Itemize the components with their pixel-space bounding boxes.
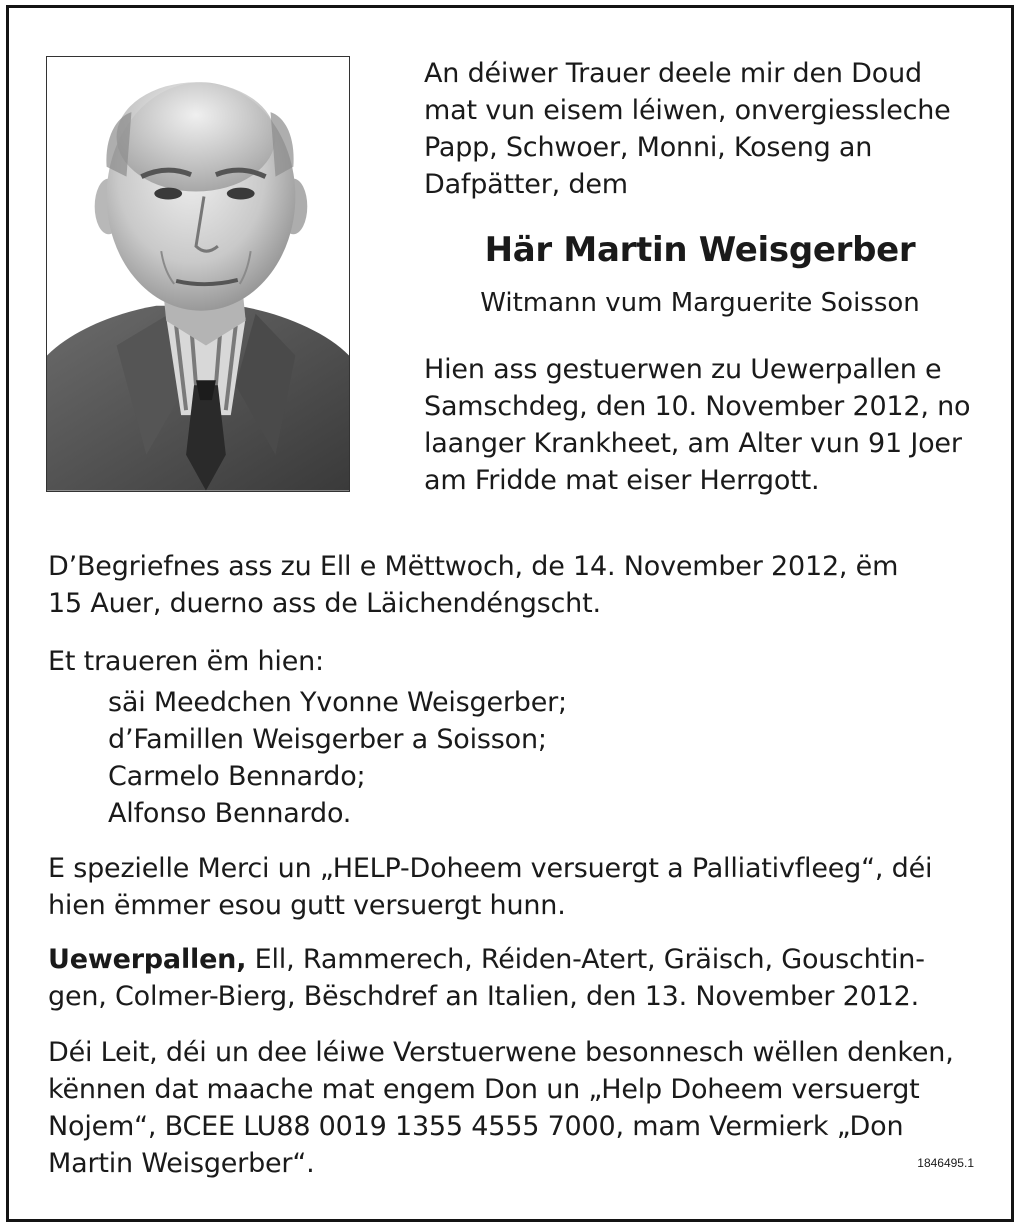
mourner-item: Alfonso Bennardo.: [108, 798, 352, 829]
place-name-bold: Uewerpallen,: [48, 944, 247, 975]
mourner-item: Carmelo Bennardo;: [108, 761, 366, 792]
thanks-paragraph: [48, 850, 972, 924]
mourner-item: säi Meedchen Yvonne Weisgerber;: [108, 687, 567, 718]
death-notice-line: laanger Krankheet, am Alter vun 91 Joer: [424, 428, 962, 459]
portrait-photo: [46, 56, 350, 492]
donation-line: Déi Leit, déi un dee léiwe Verstuerwene besonnesch wëllen denken,: [48, 1037, 954, 1068]
place-line-rest: Ell, Rammerech, Réiden-Atert, Gräisch, Gouschtin-: [246, 944, 925, 975]
thanks-line: E spezielle Merci un „HELP-Doheem versuergt a Palliativfleeg“, déi: [48, 853, 933, 884]
intro-paragraph: [424, 55, 972, 203]
funeral-line: D’Begriefnes ass zu Ell e Mëttwoch, de 14. November 2012, ëm: [48, 551, 899, 582]
donation-line: Nojem“, BCEE LU88 0019 1355 4555 7000, mam Vermierk „Don: [48, 1111, 904, 1142]
death-notice-paragraph: [424, 351, 972, 499]
funeral-paragraph: [48, 548, 972, 622]
death-notice-line: am Fridde mat eiser Herrgott.: [424, 465, 820, 496]
intro-line: Dafpätter, dem: [424, 169, 628, 200]
deceased-name: Här Martin Weisgerber: [484, 230, 916, 270]
donation-line: Martin Weisgerber“.: [48, 1148, 315, 1179]
place-date-line: [48, 941, 972, 978]
deceased-subtitle: Witmann vum Marguerite Soisson: [480, 288, 920, 318]
place-date-paragraph: [48, 941, 972, 1015]
thanks-line: hien ëmmer esou gutt versuergt hunn.: [48, 890, 566, 921]
mourner-item: d’Famillen Weisgerber a Soisson;: [108, 724, 547, 755]
intro-line: mat vun eisem léiwen, onvergiessleche: [424, 95, 951, 126]
mourners-heading: Et traueren ëm hien:: [48, 646, 324, 677]
intro-line: An déiwer Trauer deele mir den Doud: [424, 58, 922, 89]
place-date-line: gen, Colmer-Bierg, Bëschdref an Italien, den 13. November 2012.: [48, 981, 919, 1012]
intro-line: Papp, Schwoer, Monni, Koseng an: [424, 132, 873, 163]
reference-number: 1846495.1: [917, 1156, 974, 1170]
mourners-list: [108, 684, 972, 832]
funeral-line: 15 Auer, duerno ass de Läichendéngscht.: [48, 588, 601, 619]
death-notice-line: Samschdeg, den 10. November 2012, no: [424, 391, 971, 422]
donation-line: kënnen dat maache mat engem Don un „Help Doheem versuergt: [48, 1074, 920, 1105]
death-notice-line: Hien ass gestuerwen zu Uewerpallen e: [424, 354, 942, 385]
